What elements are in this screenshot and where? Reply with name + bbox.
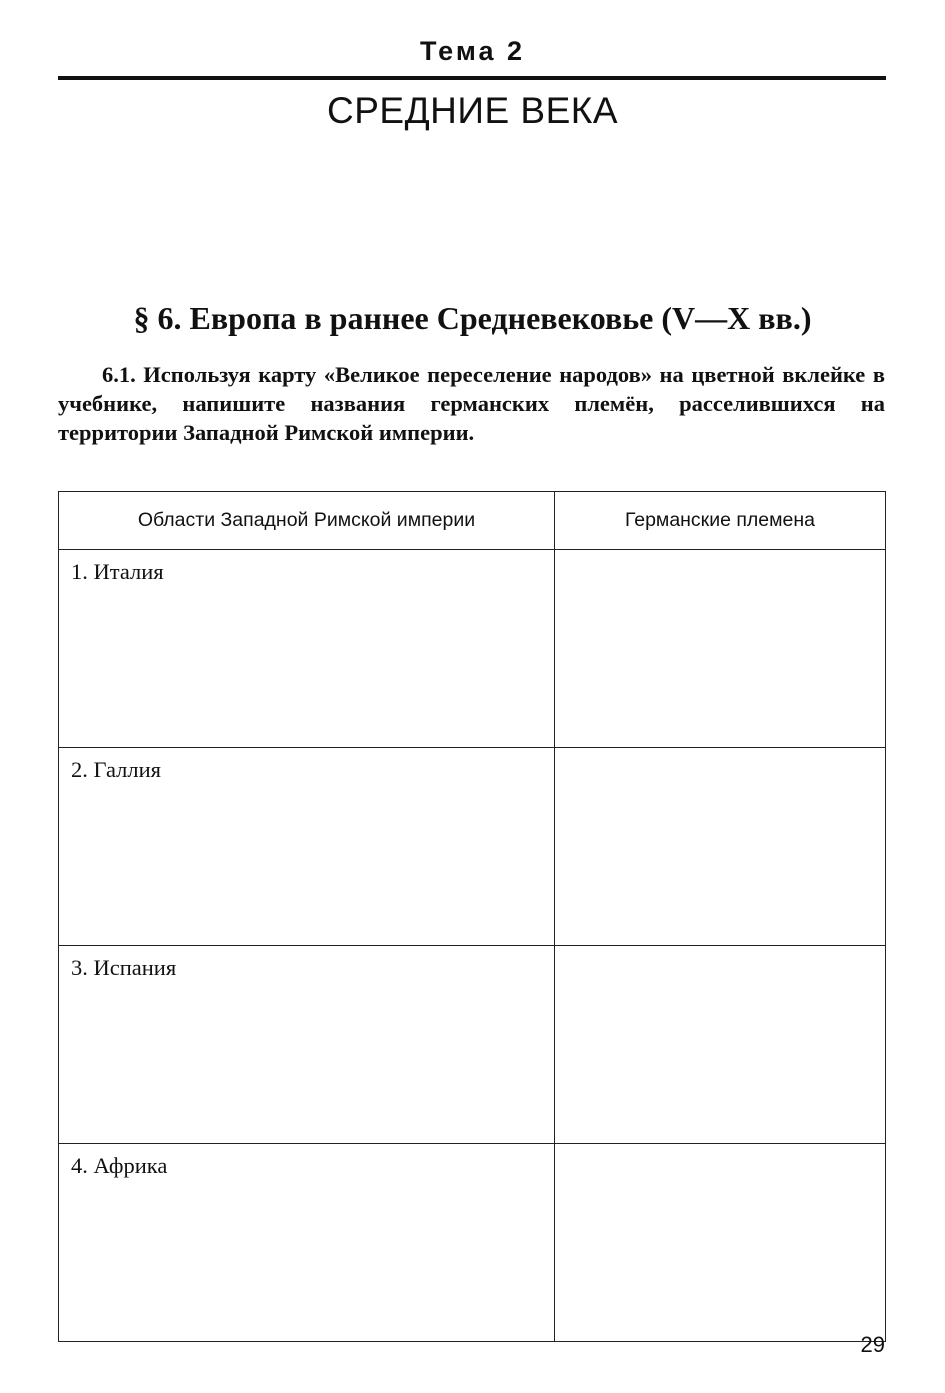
table-row: [59, 1144, 886, 1342]
region-cell: 3. Испания: [59, 946, 555, 1144]
task-instruction: 6.1. Используя карту «Великое переселение народов» на цветной вклейке в учебнике, напишите названия германских племён, расселившихся на территории Западной Римской империи.: [58, 362, 885, 445]
chapter-title: СРЕДНИЕ ВЕКА: [327, 90, 618, 131]
region-cell: 2. Галлия: [59, 748, 555, 946]
region-cell: 1. Италия: [59, 550, 555, 748]
topic-label: Тема 2: [420, 36, 525, 66]
table-row: [59, 550, 886, 748]
answer-table: [58, 491, 886, 1342]
page-number: 29: [860, 1332, 885, 1357]
table-row: [59, 946, 886, 1144]
tribes-answer-cell[interactable]: [555, 946, 886, 1144]
topic-divider: [58, 76, 886, 80]
column-header-regions: Области Западной Римской империи: [59, 492, 555, 550]
table-row: [59, 748, 886, 946]
column-header-tribes: Германские племена: [555, 492, 886, 550]
tribes-answer-cell[interactable]: [555, 748, 886, 946]
region-cell: 4. Африка: [59, 1144, 555, 1342]
tribes-answer-cell[interactable]: [555, 550, 886, 748]
tribes-answer-cell[interactable]: [555, 1144, 886, 1342]
table-header-row: [59, 492, 886, 550]
section-heading: § 6. Европа в раннее Средневековье (V—X вв.): [133, 300, 812, 336]
